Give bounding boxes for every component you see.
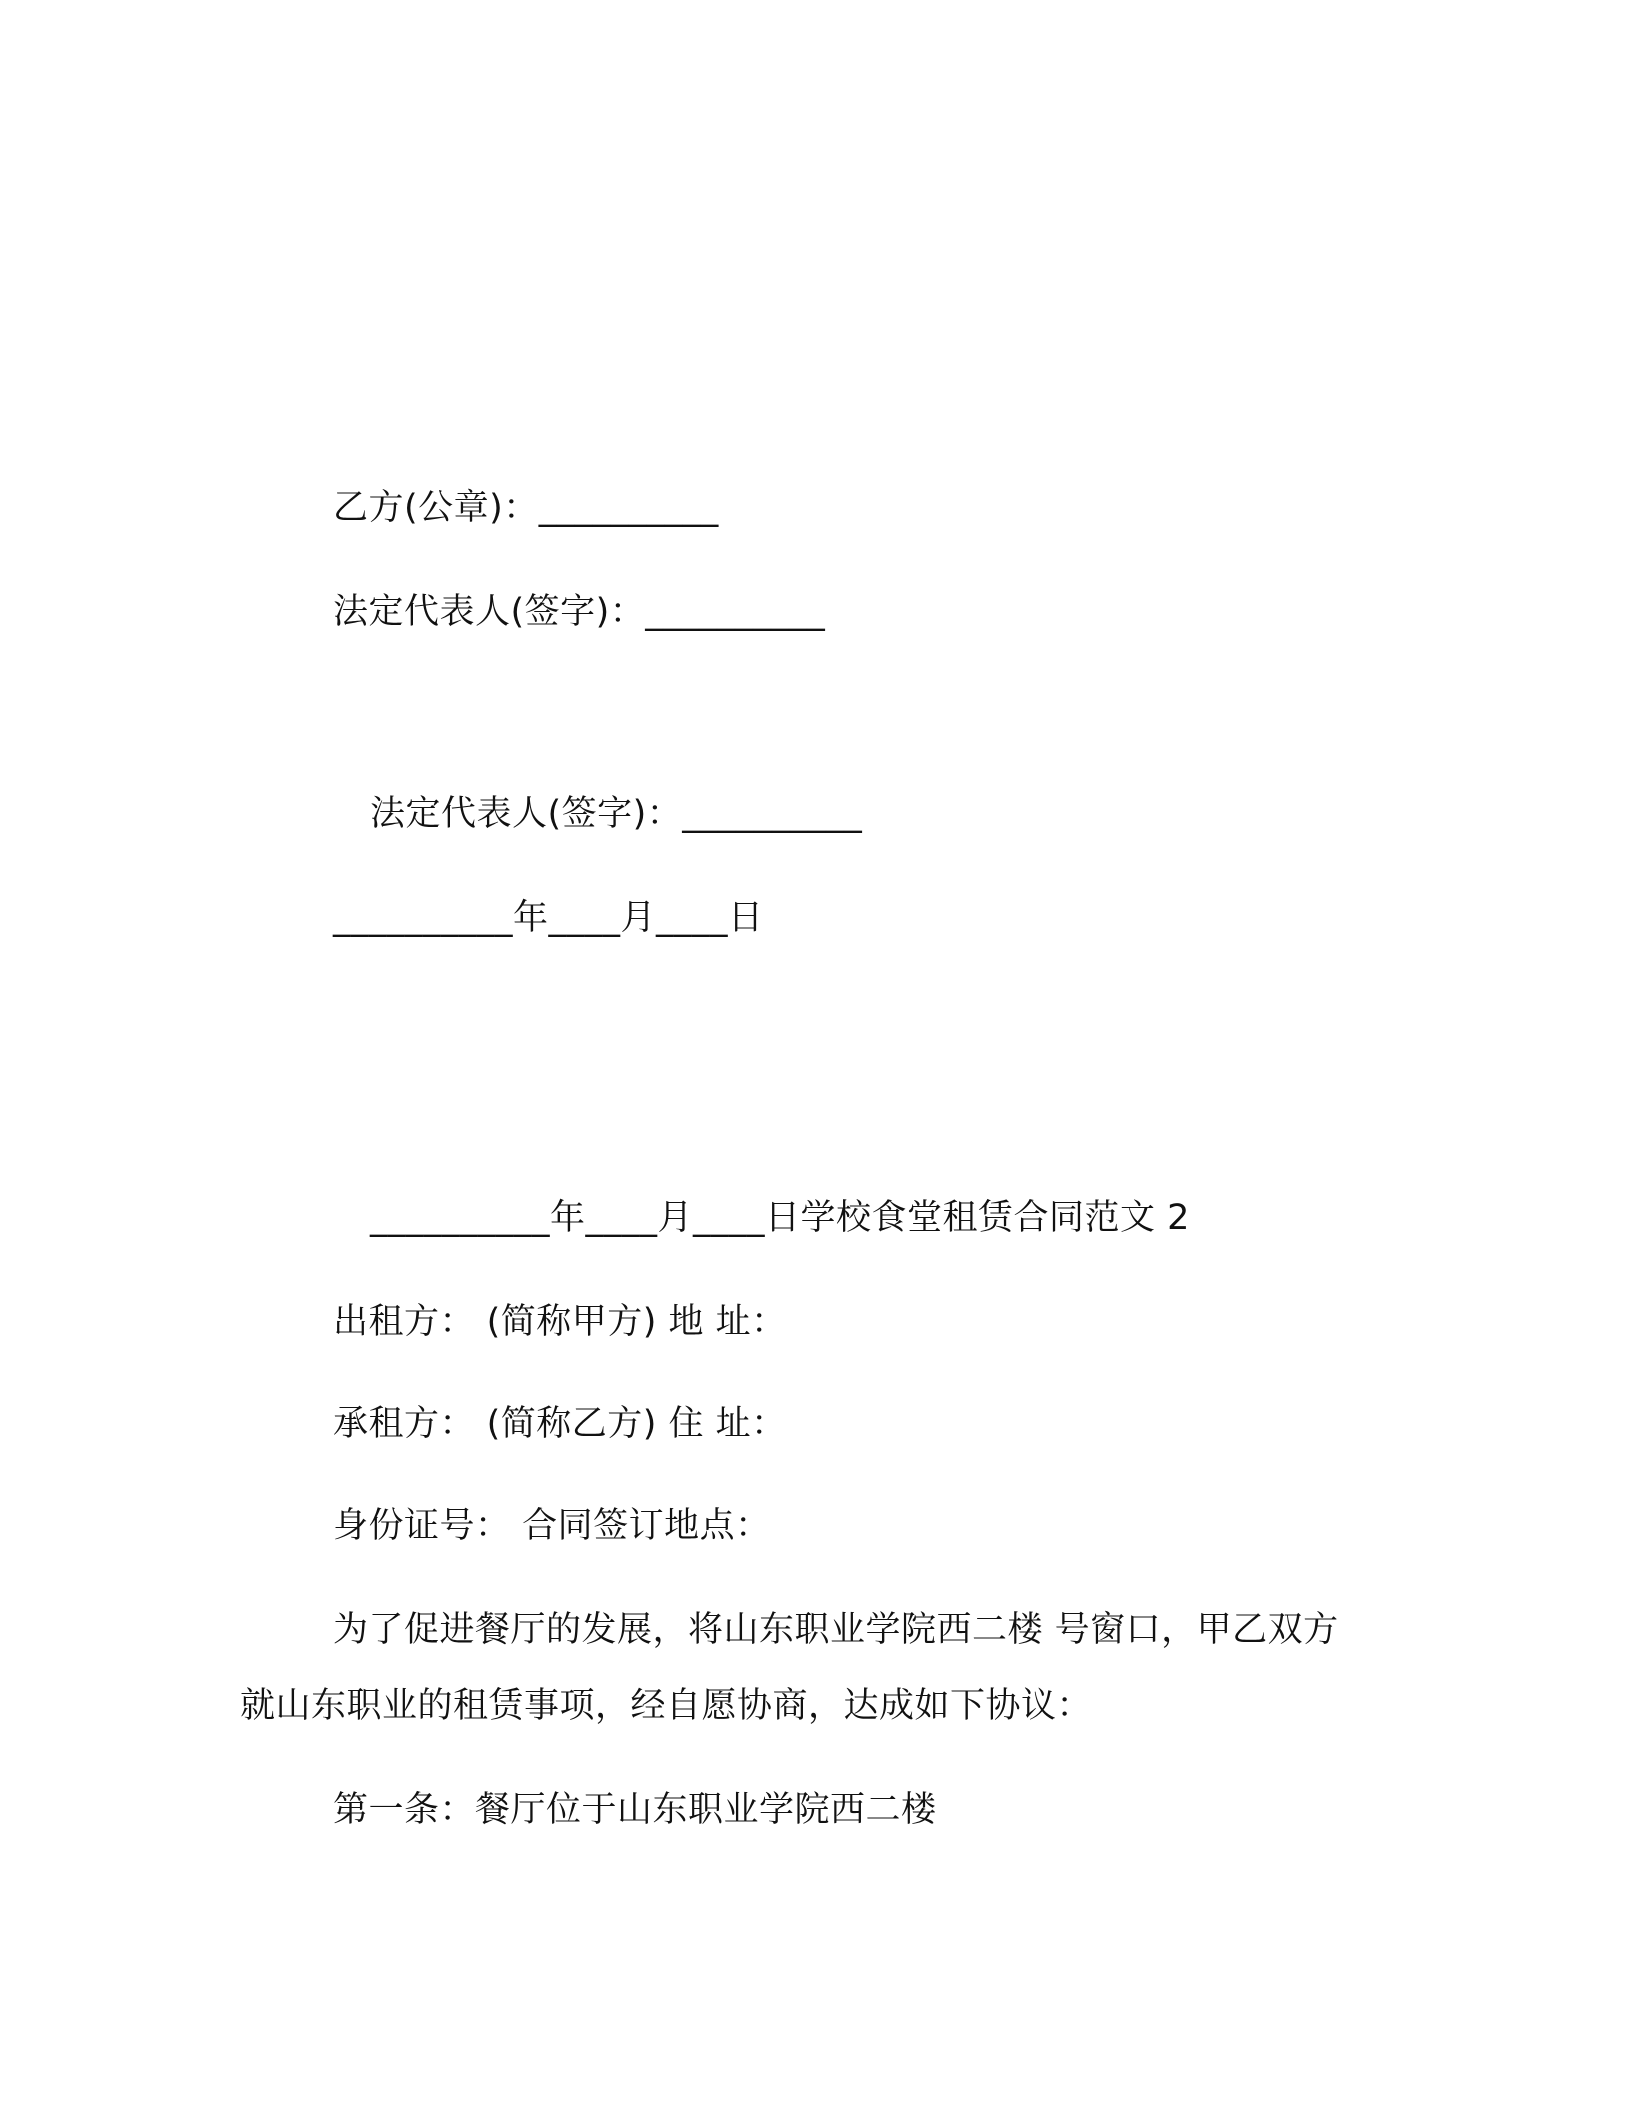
preamble-line-1: 为了促进餐厅的发展，将山东职业学院西二楼 号窗口，甲乙双方 <box>333 1610 1339 1650</box>
contract-title: __________年____月____日学校食堂租赁合同范文 2 <box>370 1198 1190 1238</box>
id-and-signing-place-line: 身份证号： 合同签订地点： <box>333 1506 771 1546</box>
preamble-line-2: 就山东职业的租赁事项，经自愿协商，达成如下协议： <box>240 1686 1093 1726</box>
signature-date-line: __________年____月____日 <box>333 898 764 938</box>
lessor-line: 出租方： (简称甲方) 地 址： <box>333 1302 787 1342</box>
legal-representative-signature-line: 法定代表人(签字)：__________ <box>333 592 826 632</box>
lessee-line: 承租方： (简称乙方) 住 址： <box>333 1404 787 1444</box>
party-b-seal-line: 乙方(公章)：__________ <box>333 488 719 528</box>
article-1-line: 第一条：餐厅位于山东职业学院西二楼 <box>333 1790 937 1830</box>
legal-representative-signature-line-2: 法定代表人(签字)：__________ <box>370 794 863 834</box>
